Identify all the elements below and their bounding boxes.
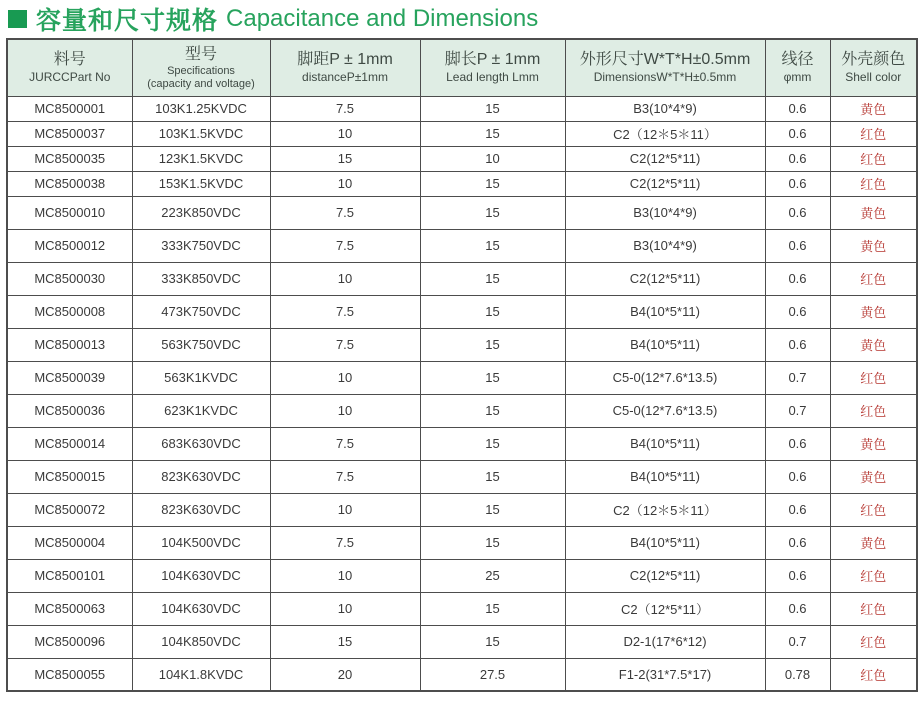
shell-color-cell: 红色: [830, 171, 917, 196]
part-no-cell: MC8500072: [7, 493, 132, 526]
table-row: [7, 96, 917, 121]
pitch-cell: 7.5: [270, 196, 420, 229]
lead-length-cell: 15: [420, 295, 565, 328]
pitch-cell: 10: [270, 592, 420, 625]
lead-length-cell: 15: [420, 427, 565, 460]
lead-length-cell: 15: [420, 493, 565, 526]
shell-color-cell: 红色: [830, 262, 917, 295]
wire-diameter-cell: 0.6: [765, 526, 830, 559]
dimensions-cell: B4(10*5*11): [565, 295, 765, 328]
spec-cell: 563K750VDC: [132, 328, 270, 361]
dimensions-cell: C2(12*5*11): [565, 559, 765, 592]
lead-length-cell: 15: [420, 394, 565, 427]
dimensions-cell: C2（12*5*11）: [565, 592, 765, 625]
spec-cell: 473K750VDC: [132, 295, 270, 328]
lead-length-cell: 15: [420, 625, 565, 658]
wire-diameter-cell: 0.6: [765, 328, 830, 361]
part-no-cell: MC8500063: [7, 592, 132, 625]
shell-color-cell: 黄色: [830, 328, 917, 361]
lead-length-cell: 25: [420, 559, 565, 592]
pitch-cell: 15: [270, 146, 420, 171]
table-row: [7, 658, 917, 691]
wire-diameter-cell: 0.6: [765, 262, 830, 295]
table-row: [7, 229, 917, 262]
part-no-cell: MC8500015: [7, 460, 132, 493]
pitch-cell: 7.5: [270, 460, 420, 493]
pitch-cell: 7.5: [270, 526, 420, 559]
header-part-no-en: JURCCPart No: [29, 70, 111, 85]
lead-length-cell: 10: [420, 146, 565, 171]
table-row: [7, 171, 917, 196]
dimensions-cell: C2（12＊5＊11）: [565, 493, 765, 526]
pitch-cell: 15: [270, 625, 420, 658]
lead-length-cell: 15: [420, 96, 565, 121]
header-part-no-zh: 料号: [53, 51, 86, 69]
part-no-cell: MC8500014: [7, 427, 132, 460]
dimensions-cell: C5-0(12*7.6*13.5): [565, 361, 765, 394]
shell-color-cell: 黄色: [830, 229, 917, 262]
lead-length-cell: 15: [420, 196, 565, 229]
part-no-cell: MC8500036: [7, 394, 132, 427]
part-no-cell: MC8500010: [7, 196, 132, 229]
part-no-cell: MC8500013: [7, 328, 132, 361]
shell-color-cell: 红色: [830, 658, 917, 691]
part-no-cell: MC8500035: [7, 146, 132, 171]
col-header-pitch: [270, 39, 420, 96]
shell-color-cell: 红色: [830, 559, 917, 592]
spec-cell: 823K630VDC: [132, 460, 270, 493]
spec-cell: 104K630VDC: [132, 559, 270, 592]
wire-diameter-cell: 0.6: [765, 427, 830, 460]
part-no-cell: MC8500037: [7, 121, 132, 146]
lead-length-cell: 15: [420, 229, 565, 262]
wire-diameter-cell: 0.7: [765, 625, 830, 658]
shell-color-cell: 红色: [830, 361, 917, 394]
spec-cell: 103K1.25KVDC: [132, 96, 270, 121]
wire-diameter-cell: 0.6: [765, 96, 830, 121]
col-header-spec: [132, 39, 270, 96]
dimensions-cell: B3(10*4*9): [565, 96, 765, 121]
wire-diameter-cell: 0.7: [765, 361, 830, 394]
table-row: [7, 121, 917, 146]
dimensions-cell: B4(10*5*11): [565, 427, 765, 460]
lead-length-cell: 15: [420, 121, 565, 146]
wire-diameter-cell: 0.6: [765, 559, 830, 592]
spec-cell: 153K1.5KVDC: [132, 171, 270, 196]
dimensions-cell: B4(10*5*11): [565, 526, 765, 559]
green-square-bullet-icon: [8, 10, 27, 28]
pitch-cell: 10: [270, 262, 420, 295]
shell-color-cell: 红色: [830, 394, 917, 427]
pitch-cell: 10: [270, 121, 420, 146]
shell-color-cell: 红色: [830, 121, 917, 146]
dimensions-cell: B4(10*5*11): [565, 328, 765, 361]
dimensions-cell: C2（12＊5＊11）: [565, 121, 765, 146]
lead-length-cell: 15: [420, 361, 565, 394]
table-row: [7, 592, 917, 625]
part-no-cell: MC8500008: [7, 295, 132, 328]
dimensions-cell: F1-2(31*7.5*17): [565, 658, 765, 691]
dimensions-cell: C2(12*5*11): [565, 171, 765, 196]
part-no-cell: MC8500039: [7, 361, 132, 394]
wire-diameter-cell: 0.6: [765, 592, 830, 625]
spec-cell: 104K630VDC: [132, 592, 270, 625]
table-row: [7, 295, 917, 328]
part-no-cell: MC8500004: [7, 526, 132, 559]
pitch-cell: 10: [270, 559, 420, 592]
wire-diameter-cell: 0.6: [765, 295, 830, 328]
spec-cell: 333K750VDC: [132, 229, 270, 262]
table-row: [7, 196, 917, 229]
header-spec-en: Specifications: [167, 64, 235, 77]
header-shell-color-en: Shell color: [845, 70, 902, 85]
pitch-cell: 10: [270, 361, 420, 394]
capacitance-dimensions-table: [6, 38, 918, 692]
pitch-cell: 7.5: [270, 328, 420, 361]
wire-diameter-cell: 0.6: [765, 460, 830, 493]
table-row: [7, 427, 917, 460]
lead-length-cell: 15: [420, 592, 565, 625]
col-header-dimensions: [565, 39, 765, 96]
shell-color-cell: 黄色: [830, 96, 917, 121]
lead-length-cell: 15: [420, 262, 565, 295]
spec-cell: 333K850VDC: [132, 262, 270, 295]
dimensions-cell: C2(12*5*11): [565, 262, 765, 295]
table-row: [7, 394, 917, 427]
lead-length-cell: 15: [420, 460, 565, 493]
shell-color-cell: 黄色: [830, 526, 917, 559]
pitch-cell: 20: [270, 658, 420, 691]
wire-diameter-cell: 0.6: [765, 121, 830, 146]
table-row: [7, 262, 917, 295]
lead-length-cell: 15: [420, 171, 565, 196]
wire-diameter-cell: 0.7: [765, 394, 830, 427]
table-row: [7, 361, 917, 394]
col-header-part-no: [7, 39, 132, 96]
shell-color-cell: 黄色: [830, 427, 917, 460]
header-spec-zh: 型号: [184, 45, 217, 63]
pitch-cell: 7.5: [270, 96, 420, 121]
part-no-cell: MC8500096: [7, 625, 132, 658]
shell-color-cell: 红色: [830, 146, 917, 171]
shell-color-cell: 红色: [830, 493, 917, 526]
wire-diameter-cell: 0.78: [765, 658, 830, 691]
spec-cell: 683K630VDC: [132, 427, 270, 460]
header-dimensions-zh: 外形尺寸W*T*H±0.5mm: [579, 51, 751, 69]
dimensions-cell: C5-0(12*7.6*13.5): [565, 394, 765, 427]
col-header-wire-diameter: [765, 39, 830, 96]
page-title: [0, 0, 922, 38]
spec-cell: 223K850VDC: [132, 196, 270, 229]
page-title-en: Capacitance and Dimensions: [226, 5, 539, 32]
spec-cell: 104K1.8KVDC: [132, 658, 270, 691]
pitch-cell: 10: [270, 394, 420, 427]
table-row: [7, 625, 917, 658]
table-row: [7, 493, 917, 526]
header-shell-color-zh: 外壳颜色: [841, 51, 906, 69]
header-row: [7, 39, 917, 96]
table-body: [7, 96, 917, 691]
col-header-lead-length: [420, 39, 565, 96]
table-row: [7, 146, 917, 171]
spec-cell: 823K630VDC: [132, 493, 270, 526]
wire-diameter-cell: 0.6: [765, 493, 830, 526]
shell-color-cell: 黄色: [830, 295, 917, 328]
pitch-cell: 10: [270, 171, 420, 196]
col-header-shell-color: [830, 39, 917, 96]
pitch-cell: 7.5: [270, 295, 420, 328]
pitch-cell: 7.5: [270, 229, 420, 262]
shell-color-cell: 黄色: [830, 460, 917, 493]
spec-cell: 104K500VDC: [132, 526, 270, 559]
dimensions-cell: D2-1(17*6*12): [565, 625, 765, 658]
dimensions-cell: B3(10*4*9): [565, 196, 765, 229]
header-wire-diameter-en: φmm: [783, 70, 812, 85]
spec-cell: 104K850VDC: [132, 625, 270, 658]
wire-diameter-cell: 0.6: [765, 146, 830, 171]
wire-diameter-cell: 0.6: [765, 229, 830, 262]
header-dimensions-en: DimensionsW*T*H±0.5mm: [593, 70, 737, 85]
header-pitch-en: distanceP±1mm: [302, 70, 388, 85]
table-row: [7, 559, 917, 592]
pitch-cell: 10: [270, 493, 420, 526]
page-title-zh: 容量和尺寸规格: [36, 7, 219, 35]
dimensions-cell: B3(10*4*9): [565, 229, 765, 262]
spec-cell: 563K1KVDC: [132, 361, 270, 394]
header-lead-length-en: Lead length Lmm: [446, 70, 539, 85]
wire-diameter-cell: 0.6: [765, 196, 830, 229]
shell-color-cell: 黄色: [830, 196, 917, 229]
part-no-cell: MC8500012: [7, 229, 132, 262]
spec-cell: 623K1KVDC: [132, 394, 270, 427]
pitch-cell: 7.5: [270, 427, 420, 460]
spec-cell: 123K1.5KVDC: [132, 146, 270, 171]
lead-length-cell: 15: [420, 328, 565, 361]
shell-color-cell: 红色: [830, 592, 917, 625]
dimensions-cell: C2(12*5*11): [565, 146, 765, 171]
header-lead-length-zh: 脚长P ± 1mm: [444, 51, 541, 69]
part-no-cell: MC8500001: [7, 96, 132, 121]
part-no-cell: MC8500030: [7, 262, 132, 295]
spec-cell: 103K1.5KVDC: [132, 121, 270, 146]
table-row: [7, 460, 917, 493]
shell-color-cell: 红色: [830, 625, 917, 658]
part-no-cell: MC8500055: [7, 658, 132, 691]
wire-diameter-cell: 0.6: [765, 171, 830, 196]
part-no-cell: MC8500101: [7, 559, 132, 592]
table-header: [7, 39, 917, 96]
lead-length-cell: 27.5: [420, 658, 565, 691]
dimensions-cell: B4(10*5*11): [565, 460, 765, 493]
header-spec-en2: (capacity and voltage): [147, 77, 255, 90]
header-wire-diameter-zh: 线径: [781, 51, 814, 69]
header-pitch-zh: 脚距P ± 1mm: [297, 51, 393, 69]
table-row: [7, 526, 917, 559]
part-no-cell: MC8500038: [7, 171, 132, 196]
table-row: [7, 328, 917, 361]
lead-length-cell: 15: [420, 526, 565, 559]
